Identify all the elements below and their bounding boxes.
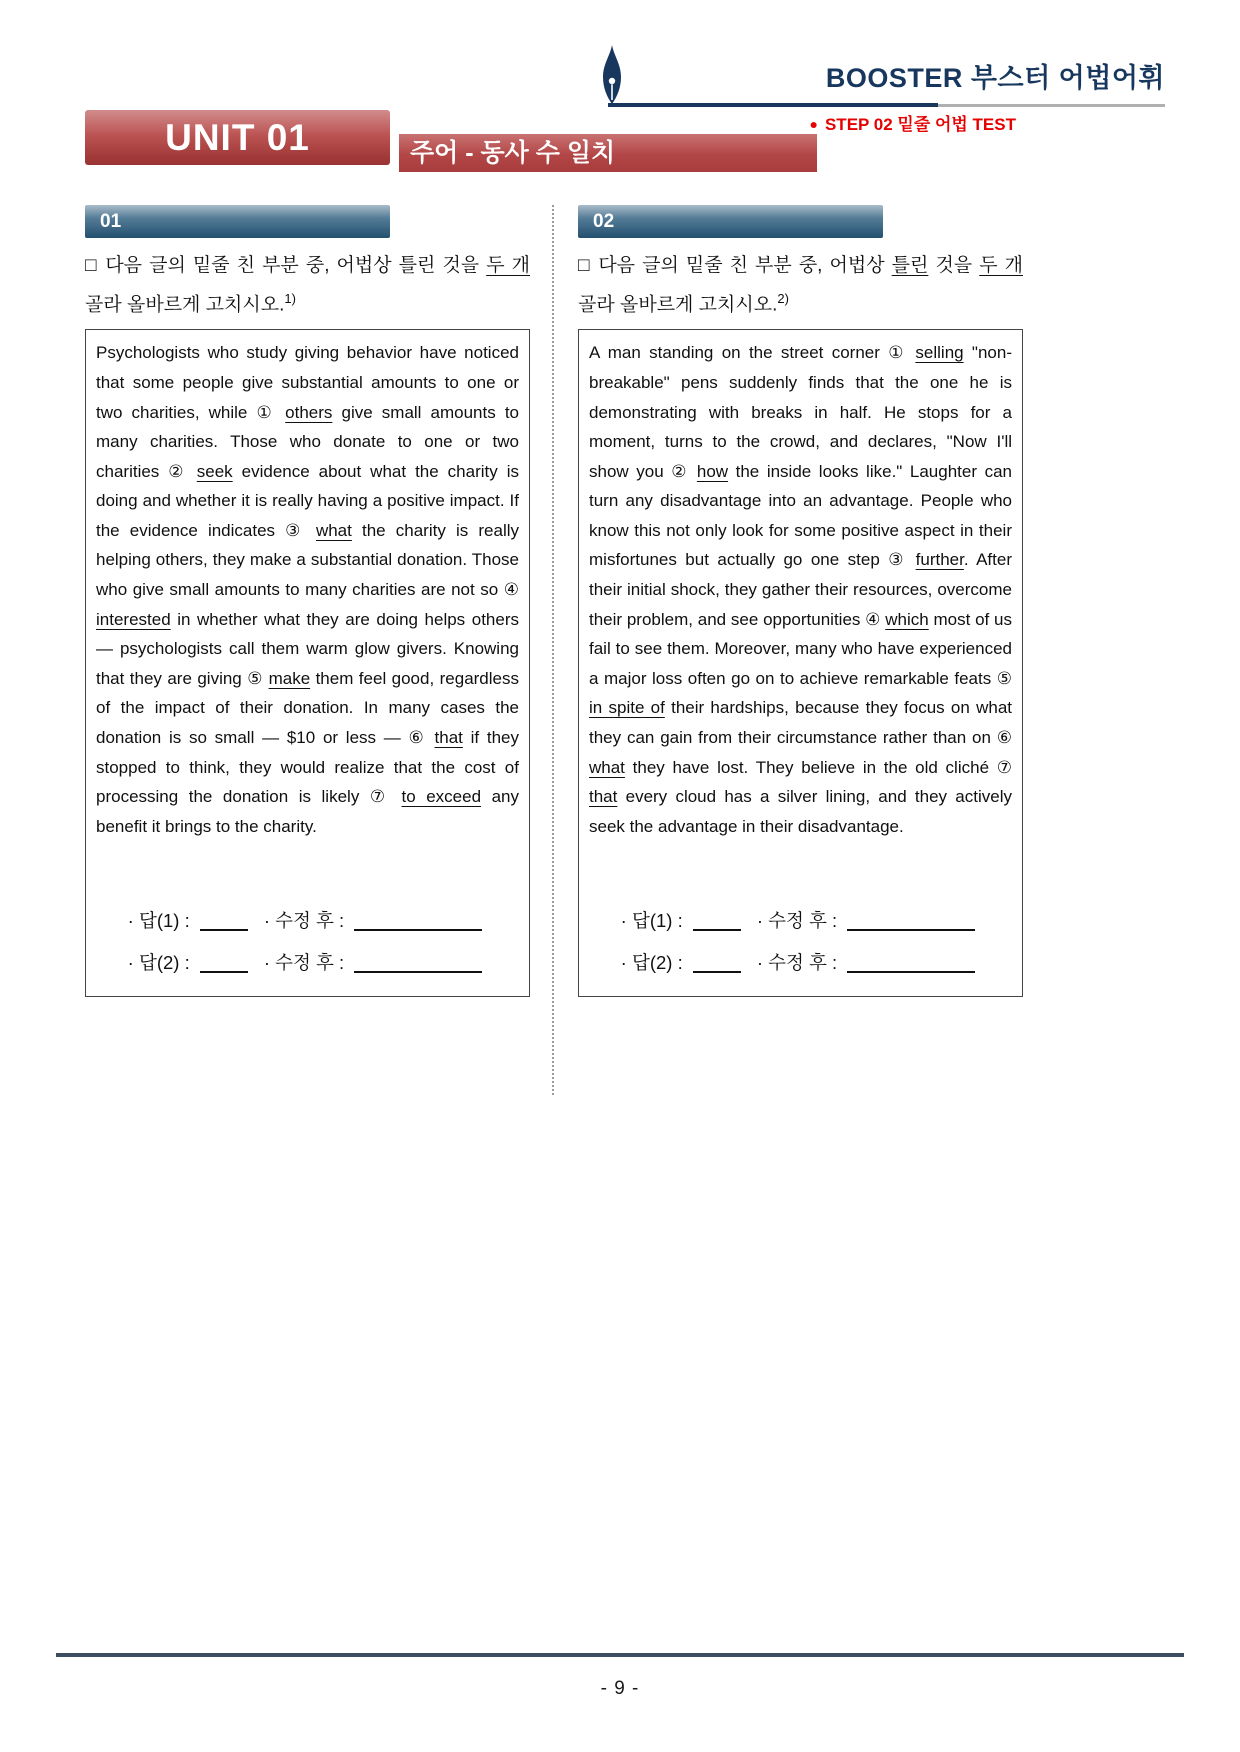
answer-row: · 답(1) : · 수정 후 : (589, 900, 1012, 942)
answer-row: · 답(2) : · 수정 후 : (96, 942, 519, 984)
footer-rule (56, 1653, 1184, 1657)
answer-area (96, 876, 519, 984)
unit-topic-banner: 주어 - 동사 수 일치 (399, 134, 817, 172)
question-number-banner: 01 (85, 205, 390, 238)
unit-banner: UNIT 01 (85, 110, 390, 165)
bullet-icon: ● (809, 116, 818, 132)
passage-box (578, 329, 1023, 997)
header-rule-navy (608, 103, 938, 107)
passage-text: Psychologists who study giving behavior have noticed that some people give substantial amounts to one or two charities, while ① others give small amounts to many charities. Those who donate to one or two charities ② seek evidence about what the charity is doing and whether it is really having a positive impact. If the evidence indicates ③ what the charity is really helping others, they make a substantial donation. Those who give small amounts to many charities are not so ④ interested in whether what they are doing helps others — psychologists call them warm glow givers. Knowing that they are giving ⑤ make them feel good, regardless of the impact of their donation. In many cases the donation is so small — $10 or less — ⑥ that if they stopped to think, they would realize that the cost of processing the donation is likely ⑦ to exceed any benefit it brings to the charity. (96, 343, 519, 836)
passage-text: A man standing on the street corner ① selling "non-breakable" pens suddenly finds that the one he is demonstrating with breaks in half. He stops for a moment, turns to the crowd, and declares, "Now I'll show you ② how the inside looks like." Laughter can turn any disadvantage into an advantage. People who know this not only look for some positive aspect in their misfortunes but actually go one step ③ further. After their initial shock, they gather their resources, overcome their problem, and see opportunities ④ which most of us fail to see them. Moreover, many who have experienced a major loss often go on to achieve remarkable feats ⑤ in spite of their hardships, because they focus on what they can gain from their circumstance rather than on ⑥ what they have lost. They believe in the old cliché ⑦ that every cloud has a silver lining, and they actively seek the advantage in their disadvantage. (589, 343, 1013, 836)
header-rule-gray (938, 104, 1165, 107)
passage-box (85, 329, 530, 997)
answer-area (589, 876, 1012, 984)
question-prompt: □ 다음 글의 밑줄 친 부분 중, 어법상 틀린 것을 두 개 골라 올바르게 고치시오.$^{2)}$ (578, 255, 1023, 316)
pen-nib-icon (597, 44, 627, 106)
question-prompt: □ 다음 글의 밑줄 친 부분 중, 어법상 틀린 것을 두 개 골라 올바르게 고치시오.$^{1)}$ (85, 255, 530, 316)
answer-row: · 답(1) : · 수정 후 : (96, 900, 519, 942)
column-divider (552, 205, 554, 1095)
step-label (810, 110, 1017, 135)
brand-title: BOOSTER 부스터 어법어휘 (825, 63, 1165, 93)
question-number-banner: 02 (578, 205, 883, 238)
step-text: STEP 02 밑줄 어법 TEST (824, 115, 1016, 134)
question-01-column (85, 205, 530, 997)
answer-row: · 답(2) : · 수정 후 : (589, 942, 1012, 984)
page-number: - 9 - (600, 1678, 640, 1699)
question-02-column (578, 205, 1023, 997)
